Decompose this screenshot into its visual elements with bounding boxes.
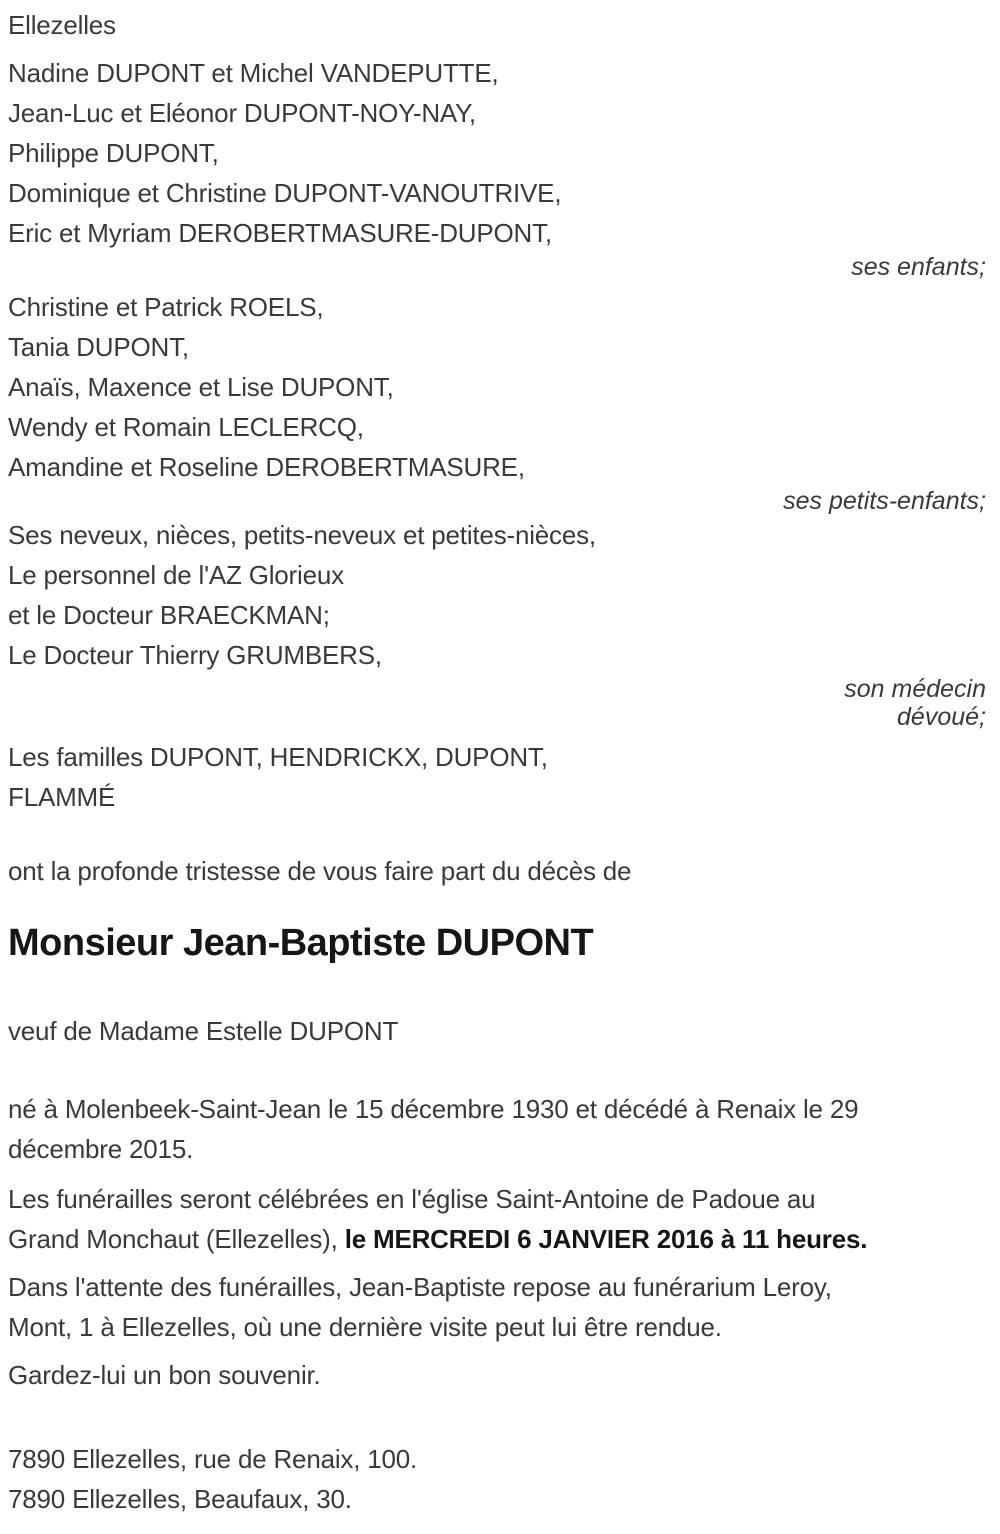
- funeral-location-text: Grand Monchaut (Ellezelles),: [8, 1224, 345, 1254]
- relative-line: Ses neveux, nièces, petits-neveux et petites-nièces,: [8, 520, 596, 550]
- child-line: Nadine DUPONT et Michel VANDEPUTTE,: [8, 58, 499, 88]
- birth-death-line: né à Molenbeek-Saint-Jean le 15 décembre 1930 et décédé à Renaix le 29: [8, 1094, 859, 1124]
- child-line: Eric et Myriam DEROBERTMASURE-DUPONT,: [8, 218, 552, 248]
- funeral-line-2: [8, 1219, 986, 1259]
- repose-line: Mont, 1 à Ellezelles, où une dernière visite peut lui être rendue.: [8, 1312, 722, 1342]
- funeral-line-1: Les funérailles seront célébrées en l'église Saint-Antoine de Padoue au: [8, 1184, 816, 1214]
- doctor-relation-label-line: dévoué;: [897, 703, 986, 731]
- grandchildren-relation-label: ses petits-enfants;: [783, 487, 986, 515]
- child-line: Philippe DUPONT,: [8, 138, 219, 168]
- address-line: 7890 Ellezelles, rue de Renaix, 100.: [8, 1444, 418, 1474]
- repose-line: Dans l'attente des funérailles, Jean-Baptiste repose au funérarium Leroy,: [8, 1272, 832, 1302]
- doctor-relation-label-line: son médecin: [844, 675, 986, 703]
- deceased-name-heading: Monsieur Jean-Baptiste DUPONT: [8, 922, 594, 964]
- family-line: Les familles DUPONT, HENDRICKX, DUPONT,: [8, 742, 548, 772]
- grandchild-line: Amandine et Roseline DEROBERTMASURE,: [8, 452, 525, 482]
- spouse-line: veuf de Madame Estelle DUPONT: [8, 1016, 399, 1046]
- funeral-date-emphasis: le MERCREDI 6 JANVIER 2016 à 11 heures.: [344, 1224, 868, 1254]
- children-relation-label: ses enfants;: [851, 253, 986, 281]
- family-line: FLAMMÉ: [8, 782, 116, 812]
- relative-line: Le personnel de l'AZ Glorieux: [8, 560, 344, 590]
- addresses-group: [8, 1439, 986, 1519]
- children-group: [8, 53, 986, 253]
- relative-line: et le Docteur BRAECKMAN;: [8, 600, 330, 630]
- birth-death-paragraph: [8, 1089, 986, 1169]
- relatives-group: [8, 515, 986, 675]
- child-line: Dominique et Christine DUPONT-VANOUTRIVE,: [8, 178, 562, 208]
- birth-death-line: décembre 2015.: [8, 1134, 194, 1164]
- child-line: Jean-Luc et Eléonor DUPONT-NOY-NAY,: [8, 98, 476, 128]
- farewell-line: Gardez-lui un bon souvenir.: [8, 1360, 321, 1390]
- announcement-line: ont la profonde tristesse de vous faire part du décès de: [8, 856, 632, 886]
- grandchild-line: Anaïs, Maxence et Lise DUPONT,: [8, 372, 394, 402]
- families-group: [8, 737, 986, 817]
- grandchildren-group: [8, 287, 986, 487]
- repose-paragraph: [8, 1267, 986, 1347]
- grandchild-line: Wendy et Romain LECLERCQ,: [8, 412, 364, 442]
- doctor-relation-label: [8, 675, 986, 731]
- location-line: Ellezelles: [8, 10, 116, 40]
- relative-line: Le Docteur Thierry GRUMBERS,: [8, 640, 382, 670]
- address-line: 7890 Ellezelles, Beaufaux, 30.: [8, 1484, 352, 1514]
- grandchild-line: Christine et Patrick ROELS,: [8, 292, 324, 322]
- funeral-paragraph: [8, 1179, 986, 1259]
- grandchild-line: Tania DUPONT,: [8, 332, 189, 362]
